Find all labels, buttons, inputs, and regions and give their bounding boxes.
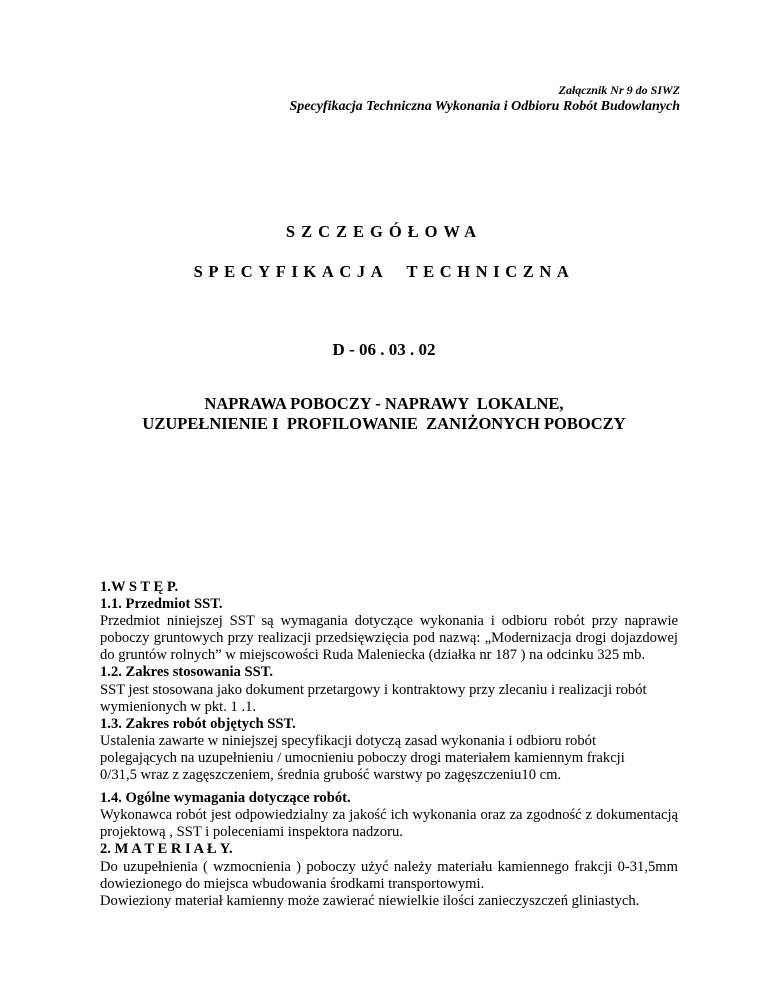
- section-1-heading: 1.W S T Ę P.: [100, 579, 179, 595]
- section-1-4-text: Wykonawca robót jest odpowiedzialny za jakość ich wykonania oraz za zgodność z dokumentacją projektową , SST i poleceniami inspektora nadzoru.: [100, 807, 678, 841]
- section-1-3-text-line-3: 0/31,5 wraz z zagęszczeniem, średnia grubość warstwy po zagęszczeniu10 cm.: [100, 767, 562, 784]
- section-1-3-heading: 1.3. Zakres robót objętych SST.: [100, 715, 296, 732]
- annex-label: Załącznik Nr 9 do SIWZ: [558, 83, 680, 97]
- section-1-4-heading: 1.4. Ogólne wymagania dotyczące robót.: [100, 790, 351, 807]
- title-line-1: SZCZEGÓŁOWA: [285, 222, 483, 241]
- subject-line-2: UZUPEŁNIENIE I PROFILOWANIE ZANIŻONYCH POBOCZY: [142, 414, 626, 433]
- spec-code: D - 06 . 03 . 02: [332, 340, 436, 359]
- section-1-3-text-line-2: polegających na uzupełnieniu / umocnieniu poboczy drogi materiałem kamiennym frakcji: [100, 749, 625, 766]
- section-1-1-text: Przedmiot niniejszej SST są wymagania dotyczące wykonania i odbioru robót przy naprawie poboczy gruntowych przy realizacji przedsięwzięcia pod nazwą: „Modernizacja drogi dojazdowej do gruntów rolnych” w miejscowości Ruda Maleniecka (działka nr 187 ) na odcinku 325 mb.: [100, 613, 678, 664]
- title-line-2: SPECYFIKACJA TECHNICZNA: [193, 262, 575, 281]
- spec-header: Specyfikacja Techniczna Wykonania i Odbioru Robót Budowlanych: [289, 99, 680, 114]
- section-1-2-heading: 1.2. Zakres stosowania SST.: [100, 664, 274, 681]
- section-2-heading: 2. M A T E R I A Ł Y.: [100, 841, 233, 858]
- section-1-1-heading: 1.1. Przedmiot SST.: [100, 596, 223, 613]
- section-1-2-text: SST jest stosowana jako dokument przetargowy i kontraktowy przy zlecaniu i realizacji robót wymienionych w pkt. 1 .1.: [100, 681, 647, 715]
- section-2-text-2: Dowieziony materiał kamienny może zawierać niewielkie ilości zanieczyszczeń gliniastych.: [100, 892, 640, 909]
- section-2-text: Do uzupełnienia ( wzmocnienia ) poboczy użyć należy materiału kamiennego frakcji 0-31,5mm dowiezionego do miejsca wbudowania środkami transportowymi.: [100, 858, 678, 892]
- section-1-3-text-line-1: Ustalenia zawarte w niniejszej specyfikacji dotyczą zasad wykonania i odbioru robót: [100, 732, 597, 749]
- document-body: [100, 579, 678, 910]
- subject-line-1: NAPRAWA POBOCZY - NAPRAWY LOKALNE,: [204, 394, 564, 413]
